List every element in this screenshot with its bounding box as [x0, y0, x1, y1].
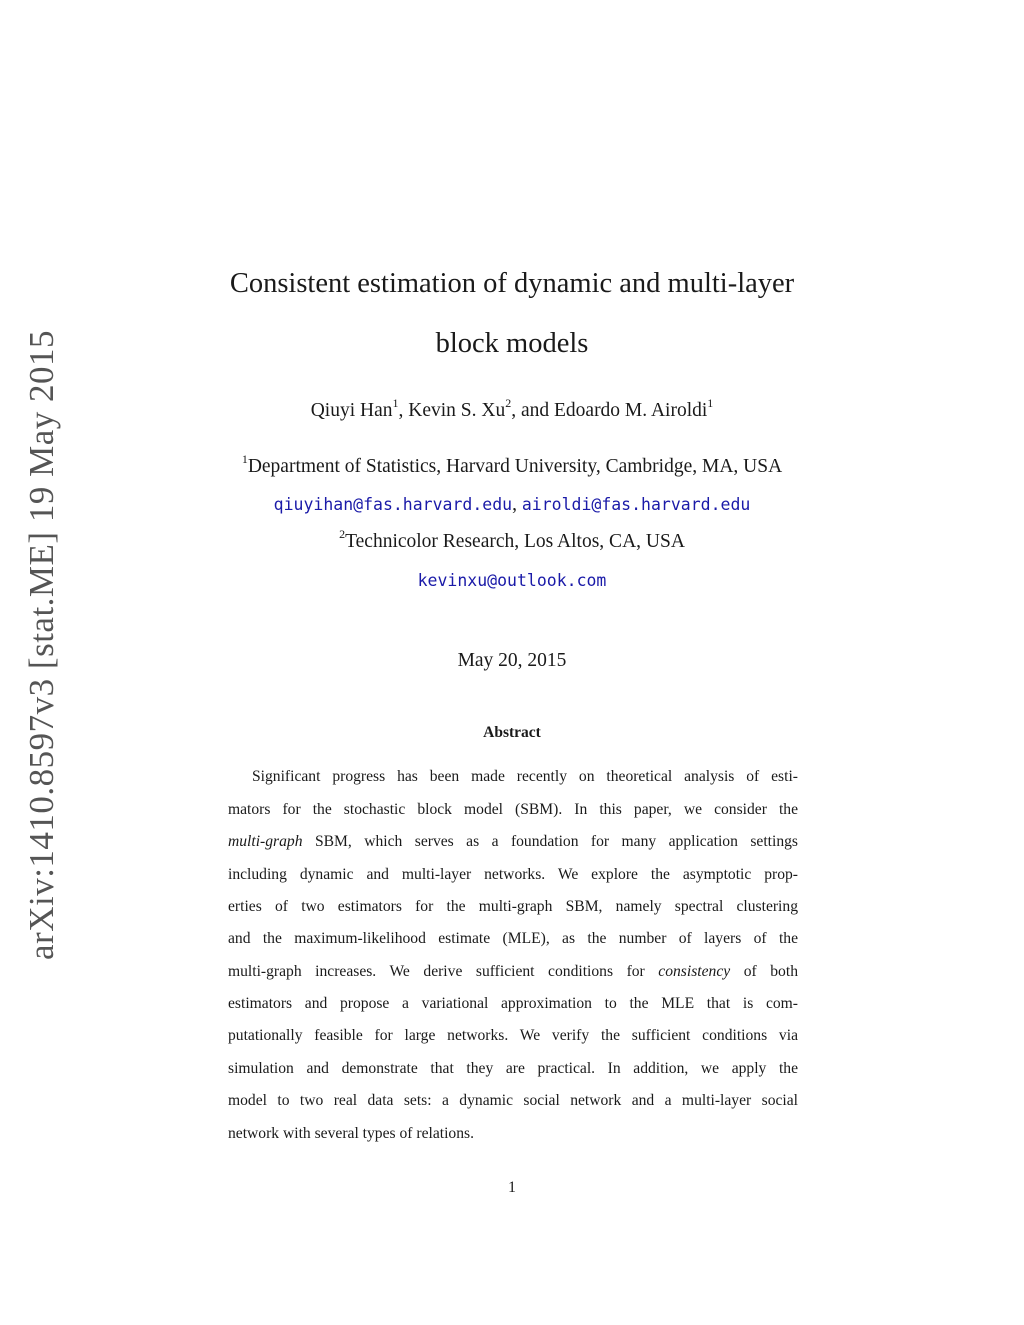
affiliation-mark: 2	[339, 526, 346, 541]
paper-date: May 20, 2015	[457, 650, 567, 671]
author-list: Qiuyi Han$^1$, Kevin S. Xu$^2$, and Edoardo M. Airoldi$^1$	[310, 395, 714, 421]
email-link[interactable]: kevinxu@outlook.com	[417, 571, 607, 590]
abstract-line: and the maximum-likelihood estimate (MLE), as the number of layers of the	[228, 930, 798, 947]
abstract-line: putationally feasible for large networks. We verify the sufficient conditions via	[228, 1027, 798, 1044]
author-affiliation-mark: 1	[707, 395, 714, 410]
affiliation-text: Department of Statistics, Harvard University, Cambridge, MA, USA	[247, 456, 783, 477]
affiliation-1	[0, 451, 1024, 478]
abstract-line: network with several types of relations.	[228, 1125, 474, 1142]
email-link[interactable]: airoldi@fas.harvard.edu	[521, 495, 751, 514]
emphasis: consistency	[658, 963, 731, 980]
affiliation-2	[0, 526, 1024, 553]
paper-title-line-2: block models	[435, 328, 589, 359]
affiliation-mark: 1	[241, 451, 248, 466]
affiliation-2-emails	[0, 570, 1024, 592]
affiliation-text: Technicolor Research, Los Altos, CA, USA	[345, 531, 685, 552]
abstract-line: multi-graph increases. We derive sufficient conditions for consistency of both	[228, 963, 798, 980]
abstract-line: including dynamic and multi-layer networks. We explore the asymptotic prop-	[228, 866, 798, 883]
page-number: 1	[508, 1179, 516, 1196]
abstract-line: multi-graph SBM, which serves as a foundation for many application settings	[228, 833, 798, 850]
abstract-line: erties of two estimators for the multi-graph SBM, namely spectral clustering	[228, 898, 798, 915]
abstract-line: mators for the stochastic block model (SBM). In this paper, we consider the	[228, 801, 798, 818]
affiliation-1-emails: qiuyihan@fas.harvard.edu, airoldi@fas.harvard.edu	[273, 494, 751, 515]
abstract-line: Significant progress has been made recently on theoretical analysis of esti-	[252, 768, 798, 785]
author-affiliation-mark: 1	[392, 395, 399, 410]
author-name: Edoardo M. Airoldi	[554, 400, 708, 421]
arxiv-stamp: arXiv:1410.8597v3 [stat.ME] 19 May 2015	[22, 330, 61, 960]
abstract-line: simulation and demonstrate that they are practical. In addition, we apply the	[228, 1060, 798, 1077]
abstract-line: model to two real data sets: a dynamic social network and a multi-layer social	[228, 1092, 798, 1109]
emphasis: multi-graph	[228, 833, 303, 850]
email-link[interactable]: qiuyihan@fas.harvard.edu	[273, 495, 513, 514]
author-affiliation-mark: 2	[505, 395, 512, 410]
abstract-line: estimators and propose a variational approximation to the MLE that is com-	[228, 995, 798, 1012]
abstract-heading: Abstract	[483, 724, 541, 741]
author-name: Qiuyi Han	[310, 400, 393, 421]
author-name: Kevin S. Xu	[408, 400, 506, 421]
paper-title-line-1: Consistent estimation of dynamic and multi-layer	[229, 268, 795, 299]
